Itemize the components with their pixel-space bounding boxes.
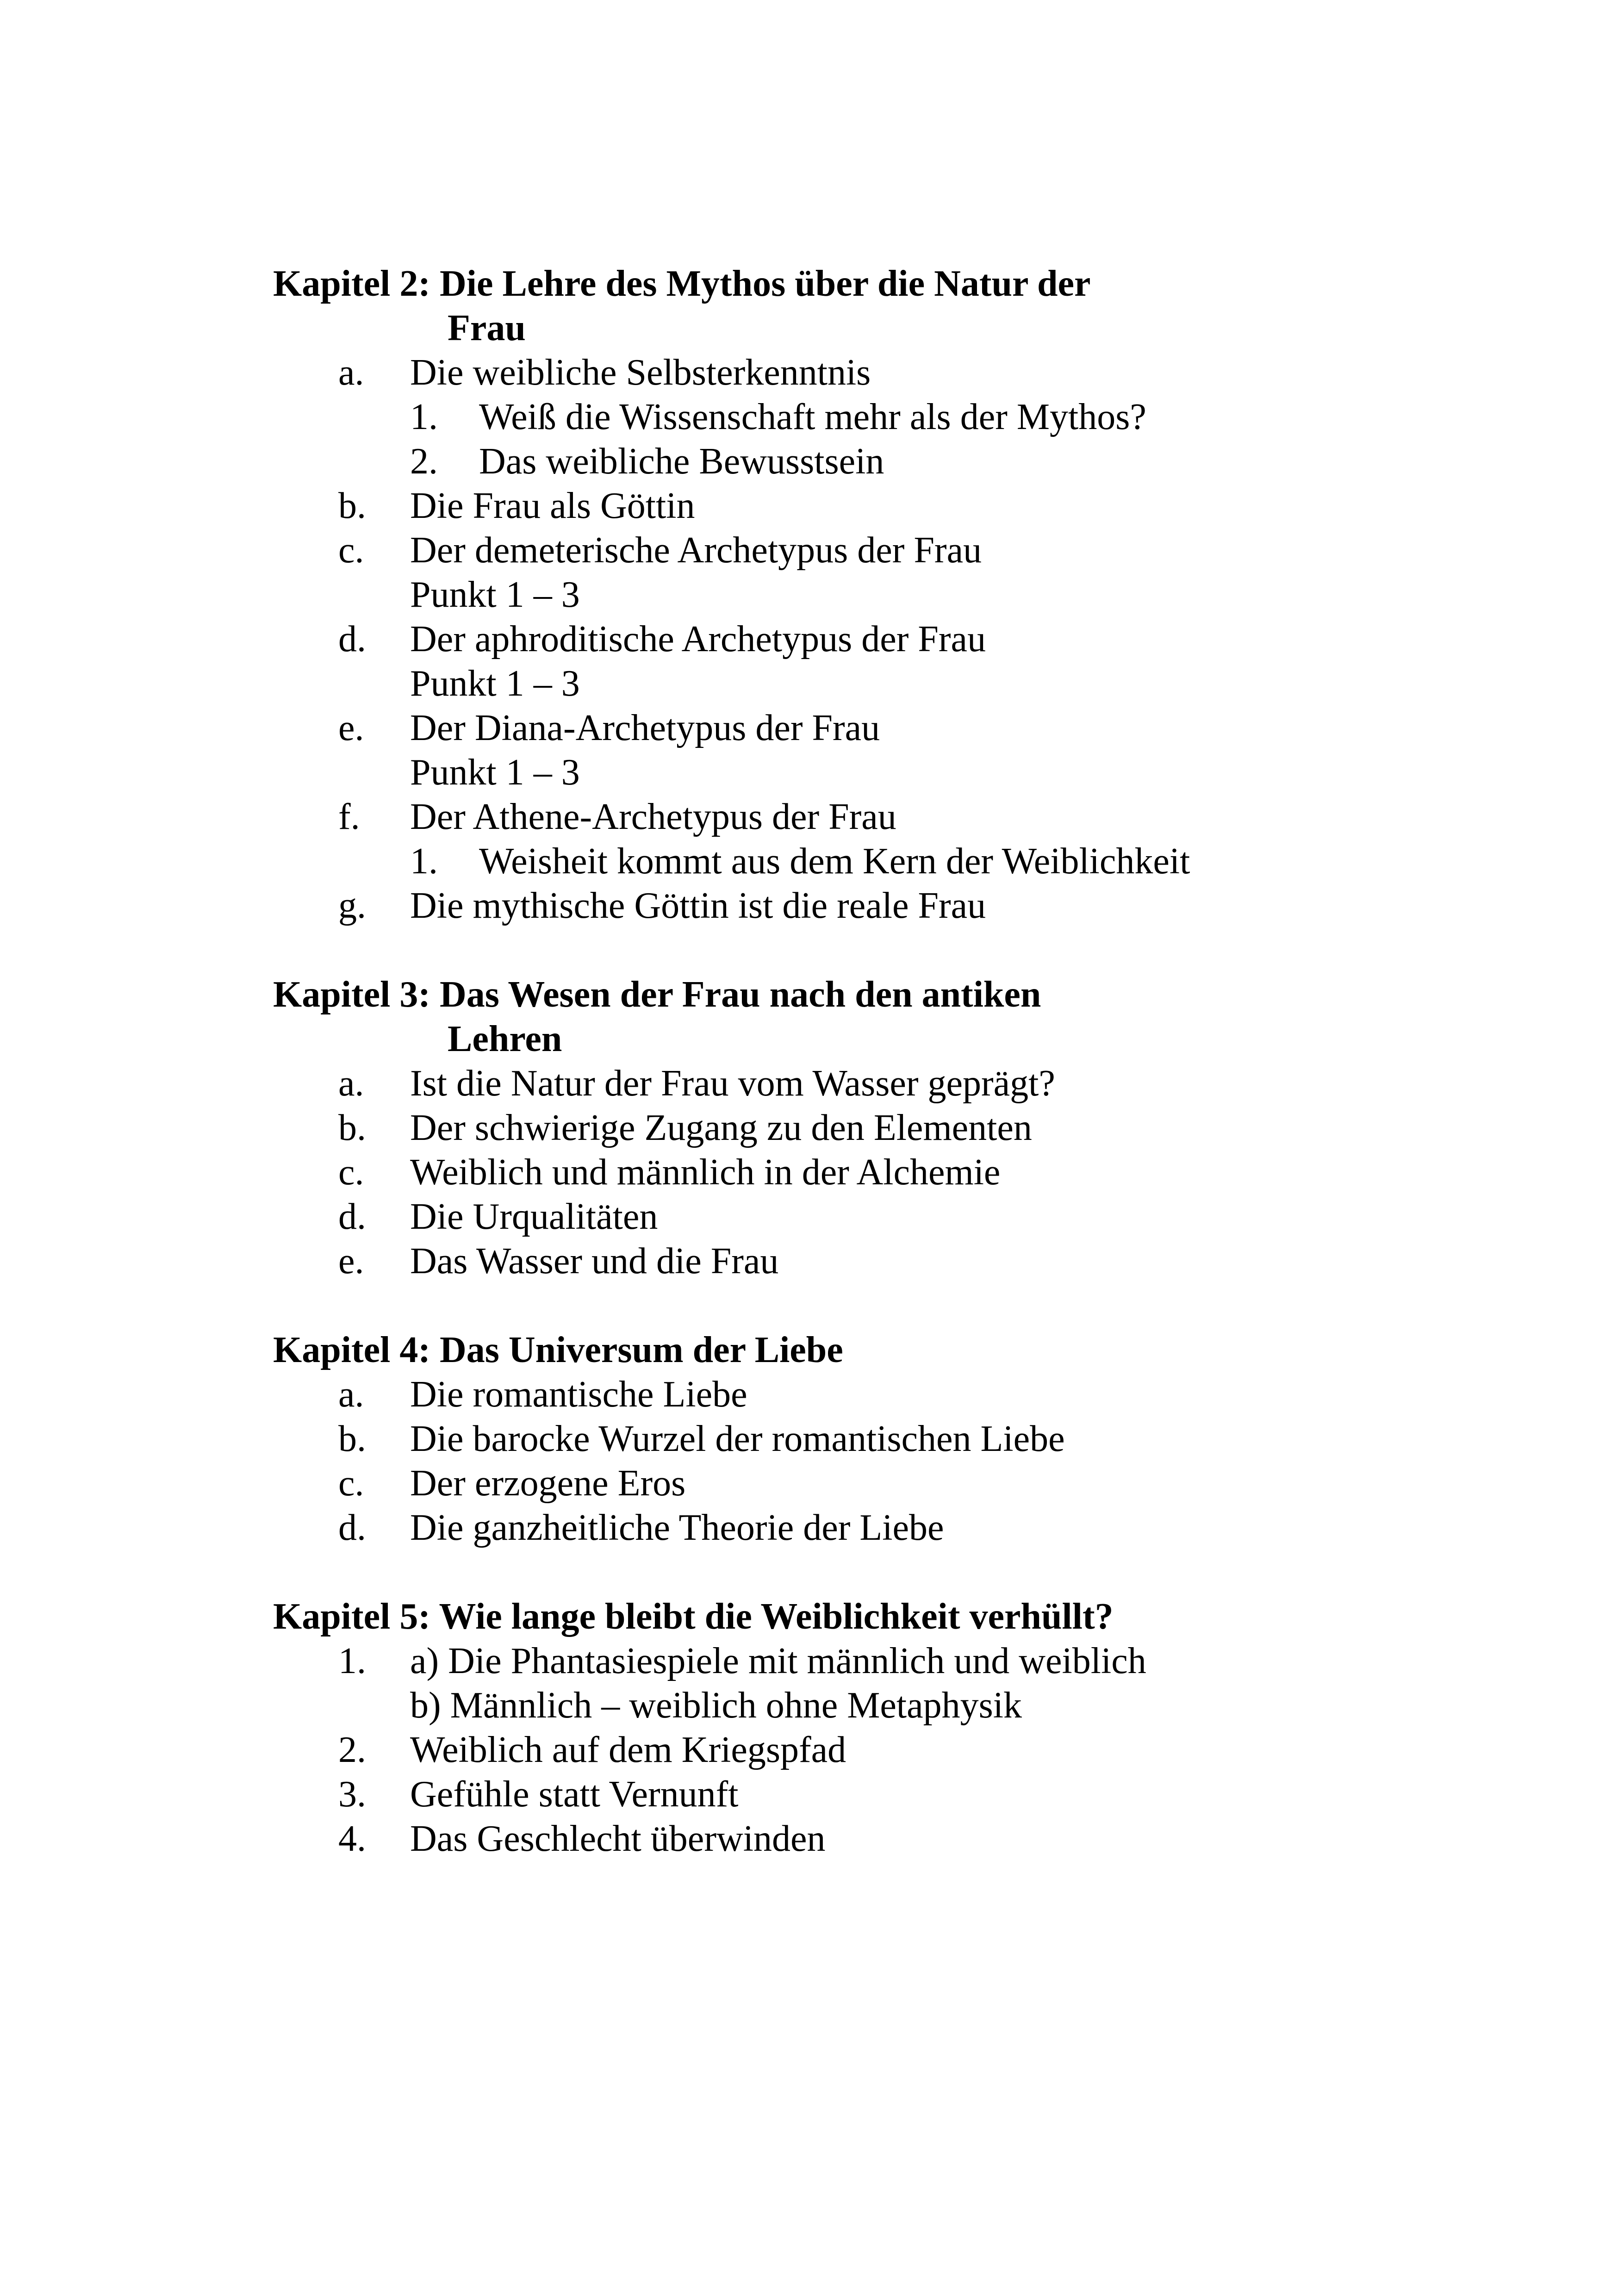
entry-marker: e.: [338, 708, 364, 748]
entry-text: Die mythische Göttin ist die reale Frau: [410, 885, 986, 926]
toc-entry-continuation: [273, 661, 1430, 706]
entry-text: Der schwierige Zugang zu den Elementen: [410, 1108, 1032, 1148]
chapter-heading-continuation: Frau: [448, 308, 526, 348]
entry-text: Der Diana-Archetypus der Frau: [410, 708, 880, 748]
entry-marker: c.: [338, 530, 364, 571]
entry-text: Punkt 1 – 3: [410, 574, 580, 615]
entry-marker: f.: [338, 796, 360, 837]
entry-text: b) Männlich – weiblich ohne Metaphysik: [410, 1685, 1022, 1726]
chapter-heading-line: Kapitel 3: Das Wesen der Frau nach den antiken: [273, 974, 1041, 1015]
entry-text: Das Wasser und die Frau: [410, 1241, 779, 1282]
entry-text: Der erzogene Eros: [410, 1463, 686, 1504]
entry-marker: 1.: [338, 1641, 366, 1681]
toc-entry: [273, 1150, 1430, 1195]
entry-marker: c.: [338, 1463, 364, 1504]
toc-entry: [273, 1372, 1430, 1417]
entry-marker: a.: [338, 352, 364, 393]
entry-text: Die weibliche Selbsterkenntnis: [410, 352, 871, 393]
entry-marker: b.: [338, 485, 366, 526]
entry-text: Ist die Natur der Frau vom Wasser geprägt?: [410, 1063, 1055, 1104]
entry-marker: d.: [338, 1196, 366, 1237]
entry-text: Punkt 1 – 3: [410, 752, 580, 793]
entry-text: Weiß die Wissenschaft mehr als der Mythos?: [479, 397, 1146, 437]
toc-entry-continuation: [273, 750, 1430, 795]
entry-text: Die barocke Wurzel der romantischen Liebe: [410, 1419, 1065, 1459]
entry-marker: 3.: [338, 1774, 366, 1815]
entry-marker: b.: [338, 1419, 366, 1459]
entry-text: Der demeterische Archetypus der Frau: [410, 530, 982, 571]
toc-subentry: [273, 839, 1430, 884]
entry-marker: d.: [338, 1507, 366, 1548]
toc-entry-continuation: [273, 1683, 1430, 1728]
entry-text: Das weibliche Bewusstsein: [479, 441, 884, 482]
entry-marker: 2.: [338, 1730, 366, 1770]
toc-entry-continuation: [273, 572, 1430, 617]
toc-entry: [273, 1728, 1430, 1772]
chapter-section: [273, 1594, 1430, 1861]
entry-marker: 2.: [410, 441, 438, 482]
entry-marker: a.: [338, 1063, 364, 1104]
entry-text: Punkt 1 – 3: [410, 663, 580, 704]
toc-entry: [273, 884, 1430, 928]
chapter-section: [273, 261, 1430, 928]
toc-entry: [273, 528, 1430, 572]
toc-entry: [273, 1461, 1430, 1506]
chapter-heading-continuation: Lehren: [448, 1019, 562, 1059]
entry-text: Die Frau als Göttin: [410, 485, 695, 526]
entry-text: Weisheit kommt aus dem Kern der Weiblichkeit: [479, 841, 1190, 882]
entry-text: Der aphroditische Archetypus der Frau: [410, 619, 986, 660]
entry-text: Der Athene-Archetypus der Frau: [410, 796, 896, 837]
entry-text: Die romantische Liebe: [410, 1374, 747, 1415]
chapter-heading: [273, 1328, 1430, 1372]
table-of-contents: [273, 261, 1430, 1861]
entry-marker: a.: [338, 1374, 364, 1415]
toc-entry: [273, 1195, 1430, 1239]
chapter-section: [273, 972, 1430, 1283]
entry-marker: b.: [338, 1108, 366, 1148]
toc-subentry: [273, 395, 1430, 439]
entry-marker: d.: [338, 619, 366, 660]
entry-marker: e.: [338, 1241, 364, 1282]
toc-entry: [273, 350, 1430, 395]
toc-entry: [273, 484, 1430, 528]
entry-marker: 4.: [338, 1818, 366, 1859]
toc-entry: [273, 1061, 1430, 1106]
chapter-heading-line: Kapitel 4: Das Universum der Liebe: [273, 1330, 843, 1370]
toc-entry: [273, 617, 1430, 661]
chapter-heading: [273, 972, 1430, 1061]
toc-entry: [273, 795, 1430, 839]
entry-text: Weiblich auf dem Kriegspfad: [410, 1730, 846, 1770]
entry-marker: 1.: [410, 397, 438, 437]
toc-entry: [273, 1772, 1430, 1817]
entry-text: Gefühle statt Vernunft: [410, 1774, 739, 1815]
toc-entry: [273, 1417, 1430, 1461]
chapter-heading: [273, 1594, 1430, 1639]
entry-marker: c.: [338, 1152, 364, 1193]
entry-text: a) Die Phantasiespiele mit männlich und weiblich: [410, 1641, 1146, 1681]
entry-text: Weiblich und männlich in der Alchemie: [410, 1152, 1001, 1193]
chapter-heading-line: Kapitel 2: Die Lehre des Mythos über die Natur der: [273, 263, 1091, 304]
toc-subentry: [273, 439, 1430, 484]
toc-entry: [273, 1106, 1430, 1150]
toc-entry: [273, 1639, 1430, 1683]
entry-text: Das Geschlecht überwinden: [410, 1818, 826, 1859]
chapter-heading-line: Kapitel 5: Wie lange bleibt die Weiblichkeit verhüllt?: [273, 1596, 1114, 1637]
entry-marker: 1.: [410, 841, 438, 882]
toc-entry: [273, 1817, 1430, 1861]
entry-text: Die ganzheitliche Theorie der Liebe: [410, 1507, 944, 1548]
entry-marker: g.: [338, 885, 366, 926]
entry-text: Die Urqualitäten: [410, 1196, 658, 1237]
chapter-section: [273, 1328, 1430, 1550]
toc-entry: [273, 706, 1430, 750]
chapter-heading: [273, 261, 1430, 350]
toc-entry: [273, 1506, 1430, 1550]
toc-entry: [273, 1239, 1430, 1283]
